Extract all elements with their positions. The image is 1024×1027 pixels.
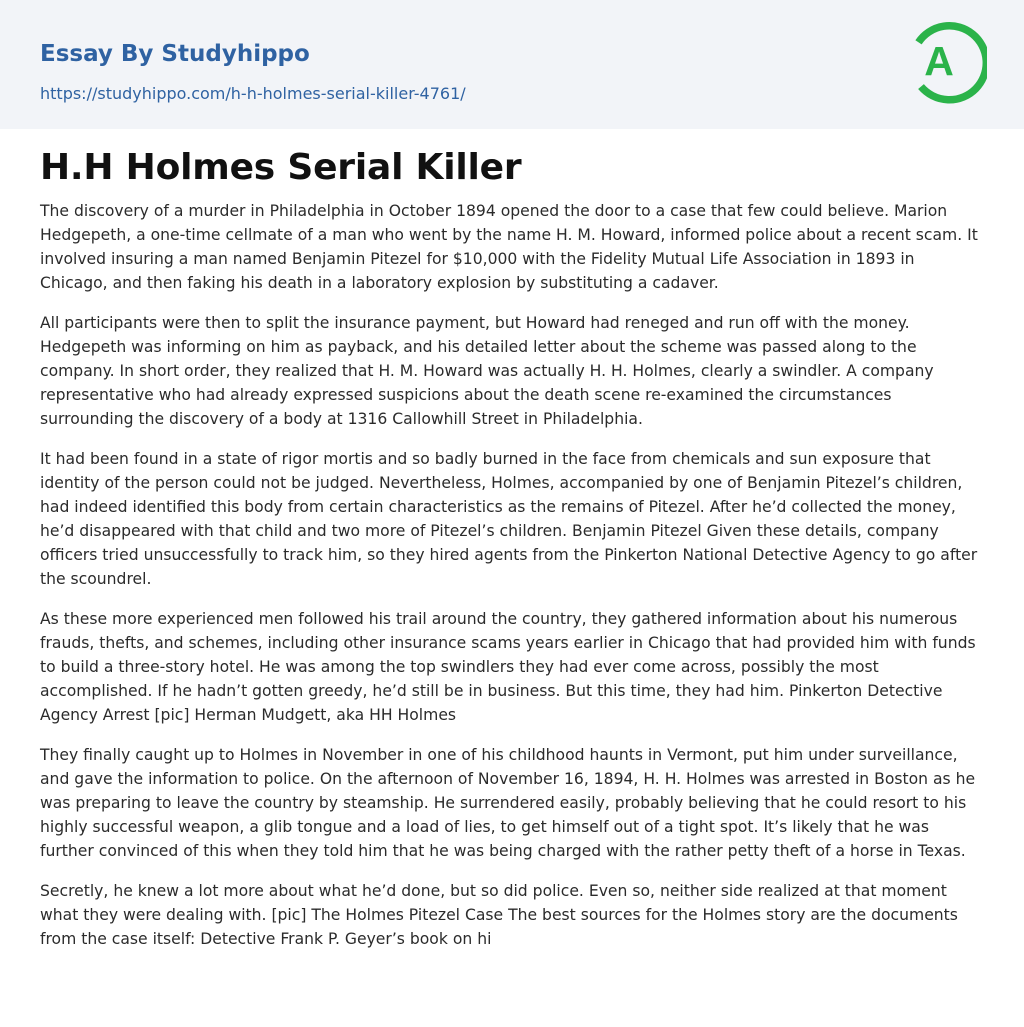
article [0, 129, 1024, 951]
article-paragraph-2: All participants were then to split the insurance payment, but Howard had reneged and run off with the money. Hedgepeth was informing on him as payback, and his detailed letter about the scheme was passed along to the company. In short order, they realized that H. M. Howard was actually H. H. Holmes, clearly a swindler. A company representative who had already expressed suspicions about the death scene re-examined the circumstances surrounding the discovery of a body at 1316 Callowhill Street in Philadelphia. [40, 314, 934, 428]
studyhippo-logo-icon[interactable] [911, 18, 987, 106]
logo-letter: A [924, 38, 954, 84]
article-paragraph-4: As these more experienced men followed his trail around the country, they gathered information about his numerous frauds, thefts, and schemes, including other insurance scams years earlier in Chicago that had provided him with funds to build a three-story hotel. He was among the top swindlers they had ever come across, possibly the most accomplished. If he hadn’t gotten greedy, he’d still be in business. But this time, they had him. Pinkerton Detective Agency Arrest [pic] Herman Mudgett, aka HH Holmes [40, 610, 976, 724]
article-paragraph-3: It had been found in a state of rigor mortis and so badly burned in the face from chemicals and sun exposure that identity of the person could not be judged. Nevertheless, Holmes, accompanied by one of Benjamin Pitezel’s children, had indeed identified this body from certain characteristics as the remains of Pitezel. After he’d collected the money, he’d disappeared with that child and two more of Pitezel’s children. Benjamin Pitezel Given these details, company officers tried unsuccessfully to track him, so they hired agents from the Pinkerton National Detective Agency to go after the scoundrel. [40, 450, 978, 588]
article-paragraph-5: They finally caught up to Holmes in November in one of his childhood haunts in Vermont, put him under surveillance, and gave the information to police. On the afternoon of November 16, 1894, H. H. Holmes was arrested in Boston as he was preparing to leave the country by steamship. He surrendered easily, probably believing that he could resort to his highly successful weapon, a glib tongue and a load of lies, to get himself out of a tight spot. It’s likely that he was further convinced of this when they told him that he was being charged with the rather petty theft of a horse in Texas. [40, 746, 976, 860]
article-paragraph-1: The discovery of a murder in Philadelphia in October 1894 opened the door to a case that few could believe. Marion Hedgepeth, a one-time cellmate of a man who went by the name H. M. Howard, informed police about a recent scam. It involved insuring a man named Benjamin Pitezel for $10,000 with the Fidelity Mutual Life Association in 1893 in Chicago, and then faking his death in a laboratory explosion by substituting a cadaver. [40, 202, 978, 292]
source-url-link[interactable]: https://studyhippo.com/h-h-holmes-serial-killer-4761/ [40, 84, 466, 103]
article-title: H.H Holmes Serial Killer [40, 147, 522, 188]
site-brand[interactable]: Essay By Studyhippo [40, 41, 310, 67]
article-paragraph-6: Secretly, he knew a lot more about what he’d done, but so did police. Even so, neither side realized at that moment what they were dealing with. [pic] The Holmes Pitezel Case The best sources for the Holmes story are the documents from the case itself: Detective Frank P. Geyer’s book on hi [40, 882, 958, 948]
site-header [0, 0, 1024, 129]
